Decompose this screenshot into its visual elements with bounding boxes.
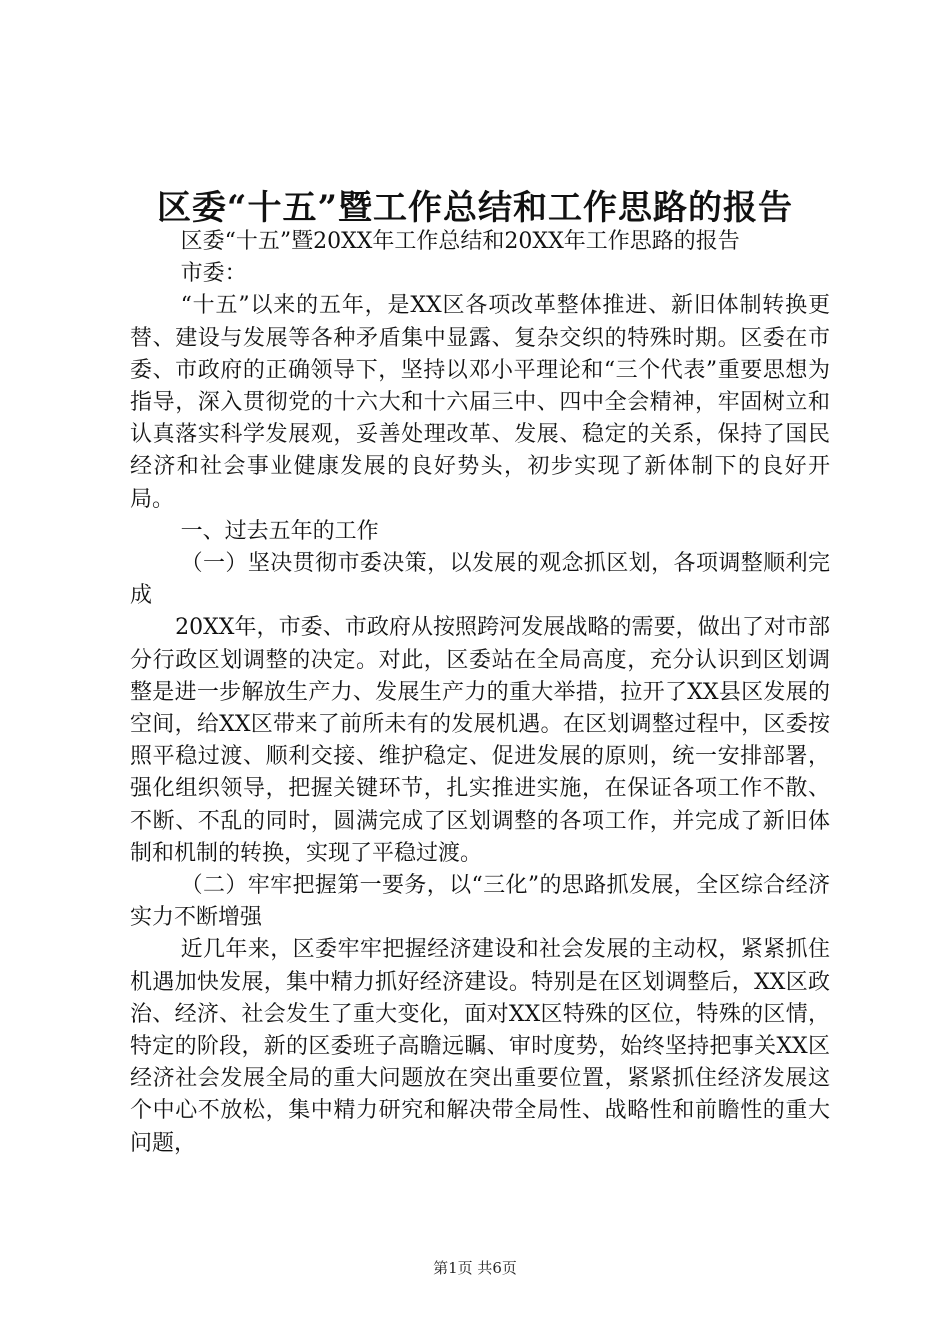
subsection-heading-1: （一）坚决贯彻市委决策，以发展的观念抓区划，各项调整顺利完成 [130,551,830,609]
paragraph-intro: “十五”以来的五年，是XX区各项改革整体推进、新旧体制转换更替、建设与发展等各种矛盾集中显露、复杂交织的特殊时期。区委在市委、市政府的正确领导下，坚持以邓小平理论和“三个代表”重要思想为指导，深入贯彻党的十六大和十六届三中、四中全会精神，牢固树立和认真落实科学发展观，妥善处理改革、发展、稳定的关系，保持了国民经济和社会事业健康发展的良好势头，初步实现了新体制下的良好开局。 [130,293,830,512]
section-heading-1: 一、过去五年的工作 [180,518,379,544]
paragraph-redistricting: 20XX年，市委、市政府从按照跨河发展战略的需要，做出了对市部分行政区划调整的决定。对此，区委站在全局高度，充分认识到区划调整是进一步解放生产力、发展生产力的重大举措，拉开了XX县区发展的空间，给XX区带来了前所未有的发展机遇。在区划调整过程中，区委按照平稳过渡、顺利交接、维护稳定、促进发展的原则，统一安排部署，强化组织领导，把握关键环节，扎实推进实施，在保证各项工作不散、不断、不乱的同时，圆满完成了区划调整的各项工作，并完成了新旧体制和机制的转换，实现了平稳过渡。 [130,615,830,866]
paragraph-salutation: 市委： [180,261,247,287]
paragraph-development: 近几年来，区委牢牢把握经济建设和社会发展的主动权，紧紧抓住机遇加快发展，集中精力抓好经济建设。特别是在区划调整后，XX区政治、经济、社会发生了重大变化，面对XX区特殊的区位，特殊的区情，特定的阶段，新的区委班子高瞻远瞩、审时度势，始终坚持把事关XX区经济社会发展全局的重大问题放在突出重要位置，紧紧抓住经济发展这个中心不放松，集中精力研究和解决带全局性、战略性和前瞻性的重大问题， [130,937,830,1156]
paragraph-subtitle: 区委“十五”暨20XX年工作总结和20XX年工作思路的报告 [180,229,740,254]
subsection-heading-2: （二）牢牢把握第一要务，以“三化”的思路抓发展，全区综合经济实力不断增强 [130,873,830,931]
page-number-footer: 第1页 共6页 [433,1259,517,1277]
document-title: 区委“十五”暨工作总结和工作思路的报告 [156,188,794,228]
document-body [130,226,830,1160]
